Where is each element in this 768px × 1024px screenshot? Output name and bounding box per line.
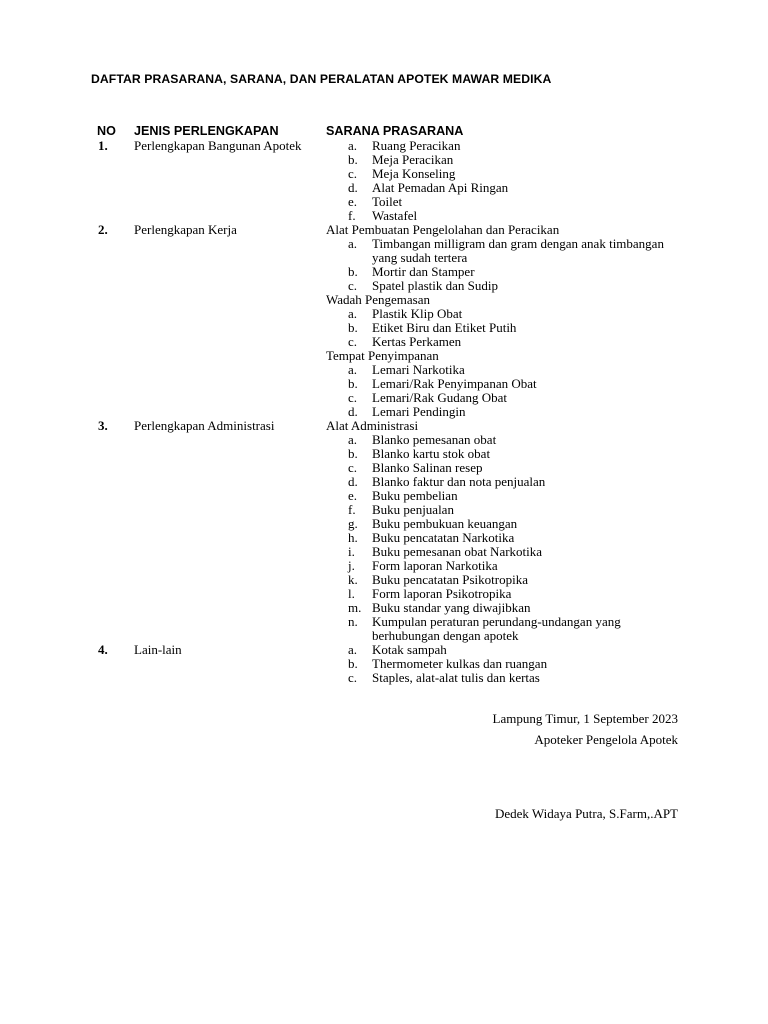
list-item-marker: a. [348,642,358,657]
list-item-marker: e. [348,194,358,209]
section-row [0,643,768,685]
section-items [326,643,676,685]
list-item-text: Etiket Biru dan Etiket Putih [372,320,517,335]
list-item [326,405,676,419]
list-item-text: Meja Peracikan [372,152,454,167]
signatory-role: Apoteker Pengelola Apotek [534,732,678,747]
list-item-text: Mortir dan Stamper [372,264,475,279]
list-item-marker: d. [348,404,358,419]
list-item-text: Form laporan Psikotropika [372,586,512,601]
list-item-text: Thermometer kulkas dan ruangan [372,656,548,671]
list-item-text: Toilet [372,194,403,209]
signature-block [493,708,678,750]
group-title: Alat Administrasi [326,418,419,433]
list-item-marker: e. [348,488,358,503]
list-item-marker: n. [348,614,358,629]
list-item-text: Buku penjualan [372,502,454,517]
list-item [326,615,676,643]
list-item-marker: c. [348,334,358,349]
list-item-text: Kumpulan peraturan perundang-undangan yang berhubungan dengan apotek [372,614,621,643]
list-item-marker: a. [348,362,358,377]
list-item-text: Plastik Klip Obat [372,306,463,321]
list-item-marker: b. [348,152,358,167]
list-item [326,433,676,447]
list-item-marker: d. [348,474,358,489]
list-item [326,503,676,517]
group-title: Alat Pembuatan Pengelolahan dan Peracikan [326,222,560,237]
list-item-text: Buku pencatatan Psikotropika [372,572,528,587]
list-item-marker: c. [348,670,358,685]
list-item-marker: j. [348,558,355,573]
list-item-text: Buku pencatatan Narkotika [372,530,515,545]
list-item-marker: f. [348,208,356,223]
list-item [326,153,676,167]
list-item [326,489,676,503]
place-date: Lampung Timur, 1 September 2023 [492,711,678,726]
list-item [326,447,676,461]
section-number: 2. [98,222,108,237]
list-item-marker: a. [348,432,358,447]
list-item-text: Staples, alat-alat tulis dan kertas [372,670,540,685]
list-item [326,391,676,405]
signatory-name: Dedek Widaya Putra, S.Farm,.APT [494,806,678,821]
section-row [0,223,768,419]
list-item [326,377,676,391]
list-item [326,643,676,657]
list-item-text: Spatel plastik dan Sudip [372,278,499,293]
list-item-marker: b. [348,376,358,391]
list-item [326,559,676,573]
list-item [326,307,676,321]
list-item [326,671,676,685]
list-item [326,657,676,671]
list-item-marker: a. [348,138,358,153]
list-item-text: Buku standar yang diwajibkan [372,600,531,615]
section-category: Perlengkapan Kerja [134,222,237,237]
list-item-marker: b. [348,656,358,671]
list-item [326,531,676,545]
list-item [326,279,676,293]
list-item-marker: k. [348,572,358,587]
section-category: Lain-lain [134,642,182,657]
list-item [326,181,676,195]
list-item-text: Timbangan milligram dan gram dengan anak timbangan yang sudah tertera [372,236,664,265]
section-row [0,139,768,223]
section-number: 1. [98,138,108,153]
equipment-table [0,139,768,685]
list-item-marker: g. [348,516,358,531]
list-item-marker: c. [348,166,358,181]
list-item [326,321,676,335]
list-item-marker: m. [348,600,362,615]
list-item-text: Kertas Perkamen [372,334,462,349]
list-item [326,461,676,475]
list-item-text: Wastafel [372,208,418,223]
list-item-text: Lemari Pendingin [372,404,466,419]
list-item-marker: a. [348,306,358,321]
list-item-text: Blanko Salinan resep [372,460,483,475]
list-item [326,545,676,559]
list-item-marker: b. [348,320,358,335]
list-item-marker: i. [348,544,355,559]
list-item [326,335,676,349]
list-item-text: Blanko kartu stok obat [372,446,491,461]
section-category: Perlengkapan Bangunan Apotek [134,138,302,153]
section-items [326,419,676,643]
list-item-text: Meja Konseling [372,166,456,181]
section-items [326,139,676,223]
list-item-marker: f. [348,502,356,517]
list-item-text: Kotak sampah [372,642,447,657]
list-item-text: Ruang Peracikan [372,138,461,153]
list-item-marker: a. [348,236,358,251]
header-jenis-perlengkapan: JENIS PERLENGKAPAN [134,124,279,138]
list-item-marker: c. [348,278,358,293]
list-item [326,363,676,377]
list-item [326,195,676,209]
list-item-text: Buku pemesanan obat Narkotika [372,544,543,559]
list-item [326,209,676,223]
list-item [326,573,676,587]
list-item [326,601,676,615]
list-item [326,167,676,181]
list-item-marker: h. [348,530,358,545]
list-item-text: Buku pembelian [372,488,458,503]
list-item-text: Form laporan Narkotika [372,558,498,573]
list-item-text: Alat Pemadan Api Ringan [372,180,509,195]
list-item [326,517,676,531]
list-item-text: Blanko faktur dan nota penjualan [372,474,546,489]
section-category: Perlengkapan Administrasi [134,418,275,433]
list-item [326,139,676,153]
section-number: 3. [98,418,108,433]
header-sarana-prasarana: SARANA PRASARANA [326,124,464,138]
list-item-text: Lemari/Rak Penyimpanan Obat [372,376,537,391]
section-items [326,223,676,419]
list-item [326,237,676,265]
list-item-text: Lemari/Rak Gudang Obat [372,390,508,405]
section-row [0,419,768,643]
group-title: Wadah Pengemasan [326,292,430,307]
section-number: 4. [98,642,108,657]
list-item-marker: b. [348,264,358,279]
header-no: NO [97,124,116,138]
list-item-marker: b. [348,446,358,461]
list-item-marker: d. [348,180,358,195]
list-item [326,587,676,601]
list-item-text: Buku pembukuan keuangan [372,516,518,531]
list-item [326,265,676,279]
list-item-marker: l. [348,586,355,601]
list-item [326,475,676,489]
list-item-text: Lemari Narkotika [372,362,465,377]
list-item-marker: c. [348,390,358,405]
document-title: DAFTAR PRASARANA, SARANA, DAN PERALATAN APOTEK MAWAR MEDIKA [91,72,552,86]
list-item-text: Blanko pemesanan obat [372,432,497,447]
group-title: Tempat Penyimpanan [326,348,439,363]
list-item-marker: c. [348,460,358,475]
